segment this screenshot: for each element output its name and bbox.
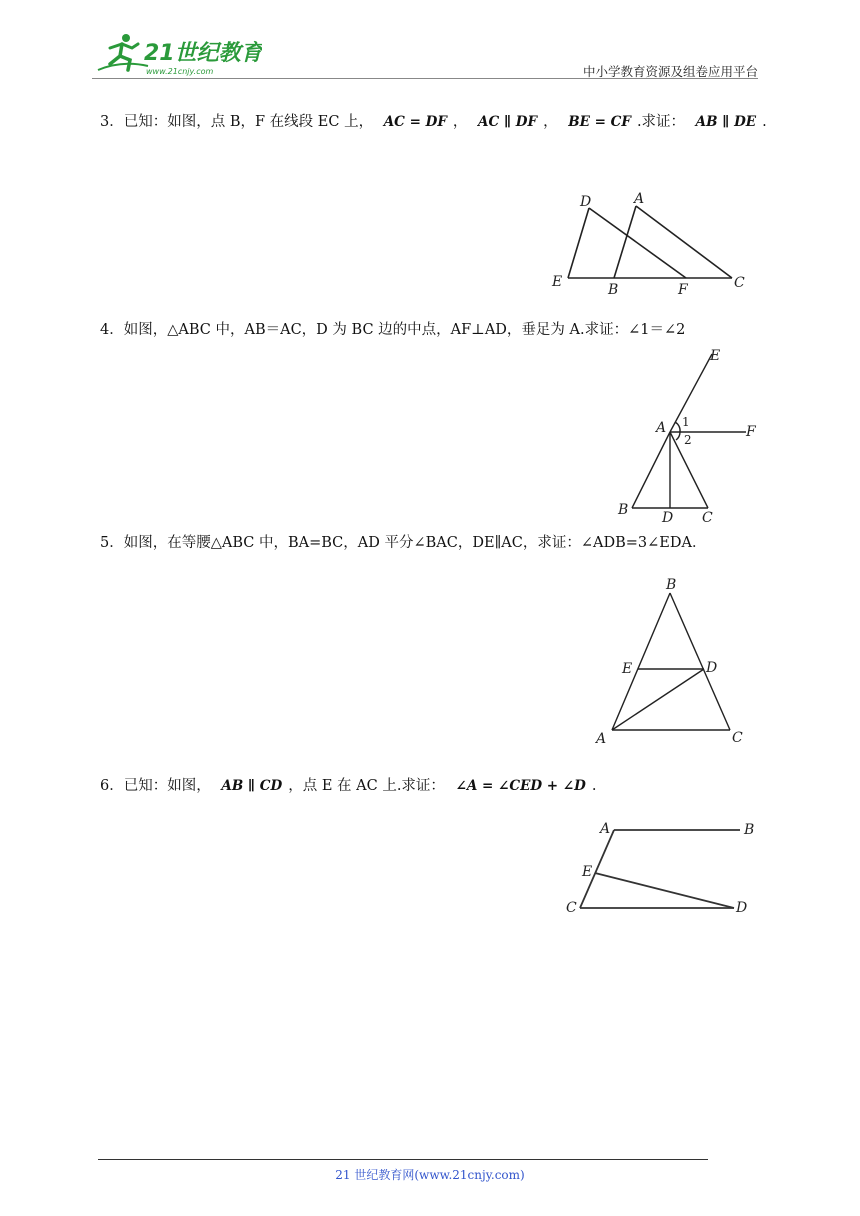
figure-problem-4 <box>612 344 772 529</box>
point-label-C: C <box>732 730 743 746</box>
problem-text: 已知：如图，点 B，F 在线段 EC 上， <box>123 114 374 130</box>
problem-5 <box>100 533 706 553</box>
angle-label-2: 2 <box>684 433 692 447</box>
separator: ， <box>543 114 558 130</box>
logo-runner-icon <box>92 30 262 78</box>
point-label-B: B <box>744 822 755 838</box>
problem-number: 5． <box>100 535 124 551</box>
point-label-D: D <box>580 194 592 210</box>
problem-4 <box>100 320 685 340</box>
point-label-D: D <box>706 660 718 676</box>
point-label-C: C <box>566 900 577 916</box>
figure-problem-3 <box>548 188 758 298</box>
point-label-A: A <box>600 821 611 837</box>
point-label-E: E <box>582 864 593 880</box>
problem-text: ，点 E 在 AC 上.求证： <box>288 778 445 794</box>
math-expression: BE = CF <box>568 114 631 130</box>
problem-text: 已知：如图， <box>123 778 211 794</box>
svg-text:www.21cnjy.com: www.21cnjy.com <box>146 67 214 76</box>
header-divider <box>92 78 758 79</box>
point-label-C: C <box>734 275 745 291</box>
footer-divider <box>98 1159 708 1160</box>
point-label-A: A <box>656 420 667 436</box>
svg-text:21世纪教育: 21世纪教育 <box>144 41 262 66</box>
problem-text: .求证： <box>636 114 686 130</box>
problem-number: 3． <box>100 114 124 130</box>
point-label-E: E <box>552 274 563 290</box>
footer-link[interactable]: 21 世纪教育网(www.21cnjy.com) <box>335 1168 525 1182</box>
problem-3 <box>100 112 767 132</box>
point-label-D: D <box>736 900 748 916</box>
problem-number: 4． <box>100 322 124 338</box>
problem-6 <box>100 776 596 796</box>
point-label-F: F <box>746 424 756 440</box>
problem-number: 6． <box>100 778 124 794</box>
point-label-E: E <box>710 348 721 364</box>
point-label-B: B <box>608 282 619 298</box>
separator: ， <box>452 114 468 130</box>
angle-label-1: 1 <box>682 415 690 429</box>
page-header <box>92 30 758 78</box>
point-label-D: D <box>662 510 674 526</box>
math-expression: AC = DF <box>383 114 447 130</box>
problem-text: . <box>762 114 767 130</box>
problem-text: . <box>591 778 597 794</box>
problem-text: 如图，△ABC 中，AB＝AC，D 为 BC 边的中点，AF⊥AD，垂足为 A.求证：∠1＝∠2 <box>123 322 686 338</box>
math-expression: AB ∥ CD <box>221 778 283 794</box>
point-label-B: B <box>618 502 629 518</box>
math-expression: ∠A = ∠CED + ∠D <box>455 778 586 794</box>
math-expression: AB ∥ DE <box>695 114 757 130</box>
point-label-E: E <box>622 661 633 677</box>
problem-text: 如图，在等腰△ABC 中，BA=BC，AD 平分∠BAC，DE∥AC，求证：∠ADB=3∠EDA． <box>123 535 707 551</box>
point-label-A: A <box>634 191 645 207</box>
logo <box>92 30 262 78</box>
math-expression: AC ∥ DF <box>478 114 538 130</box>
figure-problem-5 <box>592 575 752 750</box>
point-label-F: F <box>678 282 688 298</box>
point-label-B: B <box>666 577 677 593</box>
figure-problem-6 <box>562 816 762 920</box>
header-platform-text: 中小学教育资源及组卷应用平台 <box>582 64 758 79</box>
point-label-A: A <box>596 731 607 747</box>
point-label-C: C <box>702 510 713 526</box>
